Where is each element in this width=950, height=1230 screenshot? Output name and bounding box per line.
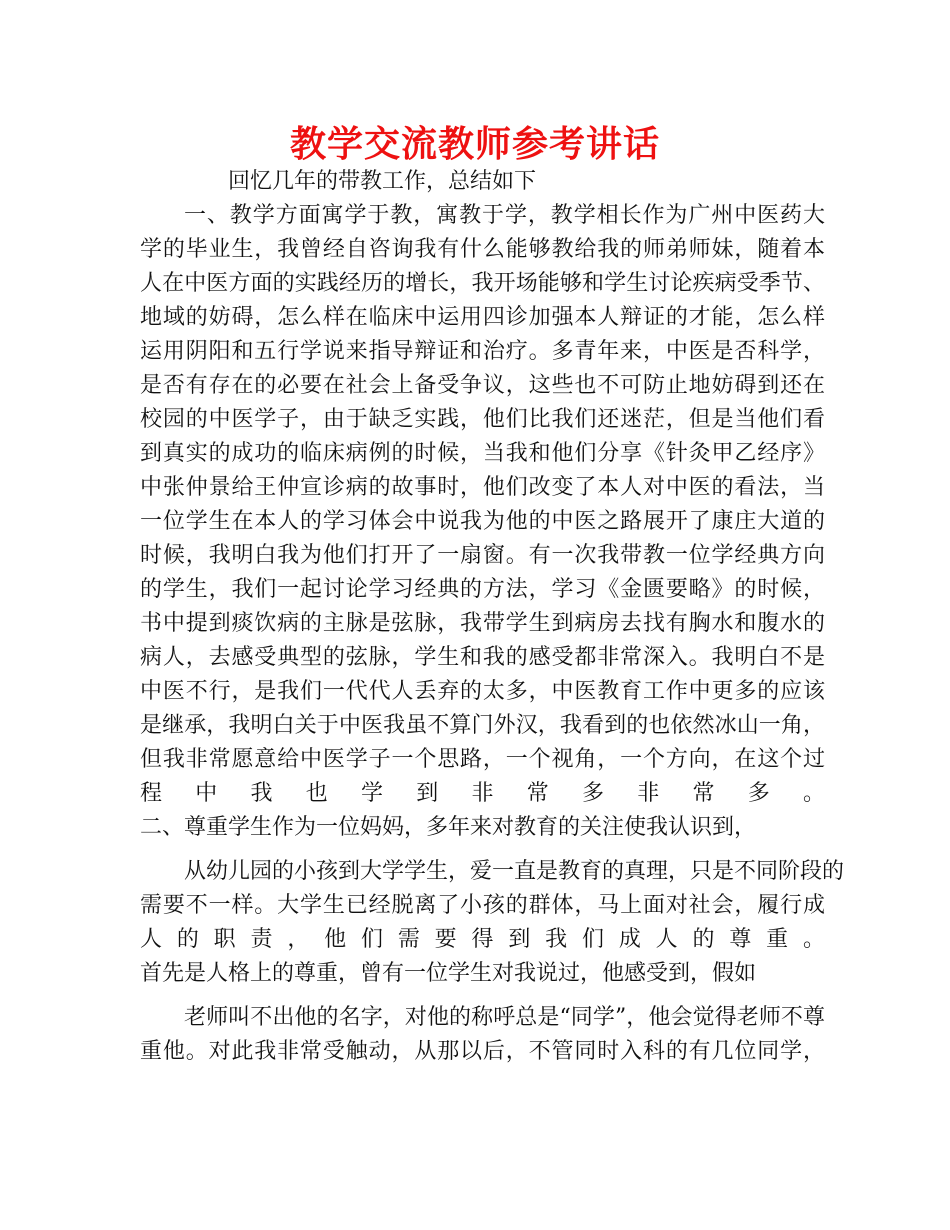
text-line: 一位学生在本人的学习体会中说我为他的中医之路展开了康庄大道的 xyxy=(140,509,825,534)
paragraph-first-line: 从幼儿园的小孩到大学学生，爱一直是教育的真理，只是不同阶段的 xyxy=(184,859,845,884)
text-line: 是否有存在的必要在社会上备受争议，这些也不可防止地妨碍到还在 xyxy=(140,373,825,398)
text-line: 到真实的成功的临床病例的时候，当我和他们分享《针灸甲乙经序》 xyxy=(140,441,825,466)
text-line: 时候，我明白我为他们打开了一扇窗。有一次我带教一位学经典方向 xyxy=(140,543,825,568)
text-line xyxy=(140,1070,825,1102)
text-line: 病人，去感受典型的弦脉，学生和我的感受都非常深入。我明白不是 xyxy=(140,645,825,670)
text-line: 但我非常愿意给中医学子一个思路，一个视角，一个方向，在这个过 xyxy=(140,747,825,772)
text-line: 地域的妨碍，怎么样在临床中运用四诊加强本人辩证的才能，怎么样 xyxy=(140,305,825,330)
document-title: 教学交流教师参考讲话 xyxy=(289,124,660,165)
text-line: 是继承，我明白关于中医我虽不算门外汉，我看到的也依然冰山一角， xyxy=(140,713,825,738)
text-line: 程中我也学到非常多非常多。 xyxy=(140,781,825,806)
text-line: 人的职责，他们需要得到我们成人的尊重。 xyxy=(140,927,825,952)
paragraph-last-line: 二、尊重学生作为一位妈妈，多年来对教育的关注使我认识到， xyxy=(140,815,757,840)
text-line: 中张仲景给王仲宣诊病的故事时，他们改变了本人对中医的看法，当 xyxy=(140,475,825,500)
text-line: 重他。对此我非常受触动，从那以后，不管同时入科的有几位同学， xyxy=(140,1039,825,1064)
paragraph-first-line: 老师叫不出他的名字，对他的称呼总是“同学”，他会觉得老师不尊 xyxy=(184,1005,825,1030)
paragraph-last-line: 首先是人格上的尊重，曾有一位学生对我说过，他感受到，假如 xyxy=(140,961,757,986)
text-line: 的学生，我们一起讨论学习经典的方法，学习《金匮要略》的时候， xyxy=(140,577,825,602)
text-line: 运用阴阳和五行学说来指导辩证和治疗。多青年来，中医是否科学， xyxy=(140,339,825,364)
text-line: 书中提到痰饮病的主脉是弦脉，我带学生到病房去找有胸水和腹水的 xyxy=(140,611,825,636)
text-line: 回忆几年的带教工作，总结如下 xyxy=(228,169,537,194)
text-line: 人在中医方面的实践经历的增长，我开场能够和学生讨论疾病受季节、 xyxy=(140,271,825,296)
text-line: 中医不行，是我们一代代人丢弃的太多，中医教育工作中更多的应该 xyxy=(140,679,825,704)
text-line: 学的毕业生，我曾经自咨询我有什么能够教给我的师弟师妹，随着本 xyxy=(140,237,825,262)
text-line: 需要不一样。大学生已经脱离了小孩的群体，马上面对社会，履行成 xyxy=(140,893,825,918)
paragraph-first-line: 一、教学方面寓学于教，寓教于学，教学相长作为广州中医药大 xyxy=(184,203,825,228)
text-line: 校园的中医学子，由于缺乏实践，他们比我们还迷茫，但是当他们看 xyxy=(140,407,825,432)
